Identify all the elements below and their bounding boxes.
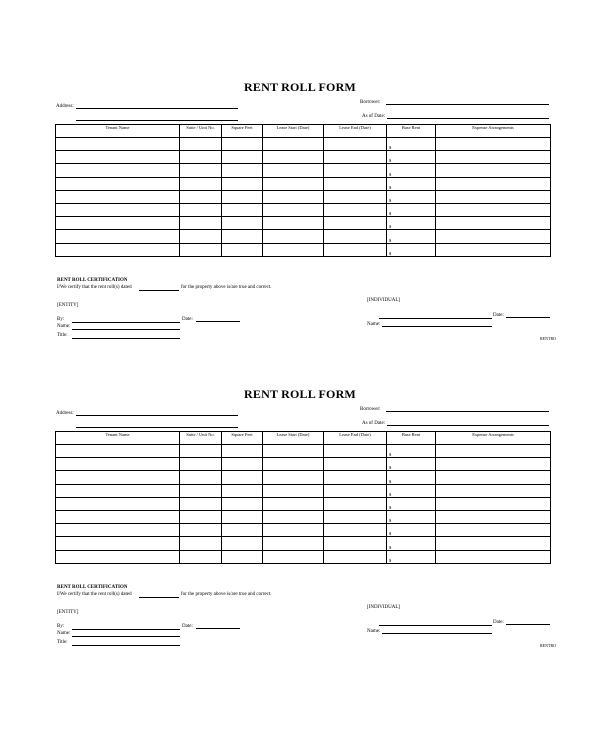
individual-date-label: Date:	[493, 313, 504, 318]
form-title: RENT ROLL FORM	[244, 80, 356, 94]
certification-statement-start: I/We certify that the rent roll(s) dated	[57, 285, 132, 290]
base-rent-cell[interactable]: $	[387, 471, 436, 484]
title-label: Title:	[57, 640, 68, 645]
table-row	[56, 230, 551, 243]
entity-date-label: Date:	[182, 624, 193, 629]
base-rent-cell[interactable]: $	[387, 230, 436, 243]
table-cell[interactable]	[436, 217, 551, 230]
column-header-base-rent: Base Rent	[387, 125, 436, 138]
address-field-line-1[interactable]	[76, 108, 238, 109]
individual-label: [INDIVIDUAL]	[367, 298, 401, 303]
table-row	[56, 484, 551, 497]
certification-statement-end: for the property above is/are true and correct.	[181, 592, 272, 597]
address-field-line-1[interactable]	[76, 415, 238, 416]
base-rent-cell[interactable]: $	[387, 550, 436, 563]
borrower-field-line[interactable]	[386, 411, 549, 412]
table-cell[interactable]	[263, 164, 324, 177]
footer-code: RENTRO	[540, 336, 556, 341]
table-cell[interactable]	[436, 510, 551, 523]
table-cell[interactable]	[180, 537, 222, 550]
column-header-suite-unit: Suite / Unit No.	[180, 432, 222, 445]
table-cell[interactable]	[263, 510, 324, 523]
table-cell[interactable]	[263, 217, 324, 230]
table-cell[interactable]	[263, 138, 324, 151]
table-cell[interactable]	[263, 445, 324, 458]
table-row	[56, 537, 551, 550]
rent-roll-date-field-line[interactable]	[139, 597, 179, 598]
entity-date-field-line[interactable]	[196, 628, 240, 629]
table-cell[interactable]	[263, 484, 324, 497]
rent-roll-date-field-line[interactable]	[139, 290, 179, 291]
certification-title: RENT ROLL CERTIFICATION	[57, 278, 128, 283]
table-cell[interactable]	[180, 190, 222, 203]
certification-title: RENT ROLL CERTIFICATION	[57, 585, 128, 590]
table-row	[56, 151, 551, 164]
table-cell[interactable]	[222, 151, 263, 164]
table-cell[interactable]	[436, 151, 551, 164]
table-header-row	[56, 432, 551, 445]
table-cell[interactable]	[263, 550, 324, 563]
individual-date-field-line[interactable]	[506, 624, 550, 625]
table-cell[interactable]	[56, 217, 180, 230]
base-rent-cell[interactable]: $	[387, 203, 436, 216]
entity-name-label: Name:	[57, 631, 71, 636]
column-header-expense-arrangements: Expense Arrangements	[436, 432, 551, 445]
table-row	[56, 217, 551, 230]
base-rent-cell[interactable]: $	[387, 524, 436, 537]
table-cell[interactable]	[263, 458, 324, 471]
table-cell[interactable]	[56, 524, 180, 537]
table-cell[interactable]	[436, 190, 551, 203]
title-label: Title:	[57, 333, 68, 338]
table-cell[interactable]	[436, 445, 551, 458]
table-cell[interactable]	[56, 151, 180, 164]
entity-label: [ENTITY]	[57, 303, 79, 308]
base-rent-cell[interactable]: $	[387, 497, 436, 510]
table-cell[interactable]	[263, 471, 324, 484]
table-cell[interactable]	[324, 484, 387, 497]
table-cell[interactable]	[324, 550, 387, 563]
table-cell[interactable]	[56, 497, 180, 510]
table-row	[56, 445, 551, 458]
table-cell[interactable]	[180, 151, 222, 164]
table-cell[interactable]	[56, 190, 180, 203]
base-rent-cell[interactable]: $	[387, 138, 436, 151]
column-header-lease-end: Lease End (Date)	[324, 432, 387, 445]
column-header-square-feet: Square Feet	[222, 432, 263, 445]
table-cell[interactable]	[436, 138, 551, 151]
borrower-label: Borrower:	[360, 407, 381, 412]
table-cell[interactable]	[324, 190, 387, 203]
table-cell[interactable]	[324, 510, 387, 523]
individual-signature-line[interactable]	[379, 625, 492, 626]
base-rent-cell[interactable]: $	[387, 458, 436, 471]
rent-roll-table	[55, 431, 551, 564]
table-cell[interactable]	[180, 217, 222, 230]
table-cell[interactable]	[222, 217, 263, 230]
table-row	[56, 203, 551, 216]
table-cell[interactable]	[180, 497, 222, 510]
table-cell[interactable]	[324, 497, 387, 510]
base-rent-cell[interactable]: $	[387, 537, 436, 550]
address-field-line-2[interactable]	[76, 120, 238, 121]
table-cell[interactable]	[222, 445, 263, 458]
table-row	[56, 497, 551, 510]
table-cell[interactable]	[56, 243, 180, 256]
table-cell[interactable]	[324, 151, 387, 164]
table-row	[56, 164, 551, 177]
table-row	[56, 510, 551, 523]
table-cell[interactable]	[180, 445, 222, 458]
table-row	[56, 524, 551, 537]
base-rent-cell[interactable]: $	[387, 243, 436, 256]
entity-date-label: Date:	[182, 317, 193, 322]
by-label: By:	[57, 624, 65, 629]
table-cell[interactable]	[180, 550, 222, 563]
table-cell[interactable]	[436, 550, 551, 563]
table-cell[interactable]	[180, 203, 222, 216]
table-cell[interactable]	[436, 243, 551, 256]
table-cell[interactable]	[324, 471, 387, 484]
column-header-square-feet: Square Feet	[222, 125, 263, 138]
table-cell[interactable]	[436, 484, 551, 497]
table-cell[interactable]	[56, 445, 180, 458]
column-header-tenant-name: Tenant Name	[56, 125, 180, 138]
table-cell[interactable]	[222, 230, 263, 243]
by-label: By:	[57, 317, 65, 322]
table-cell[interactable]	[436, 203, 551, 216]
column-header-lease-end: Lease End (Date)	[324, 125, 387, 138]
table-cell[interactable]	[180, 458, 222, 471]
table-cell[interactable]	[436, 177, 551, 190]
table-cell[interactable]	[222, 243, 263, 256]
table-cell[interactable]	[222, 497, 263, 510]
table-cell[interactable]	[56, 510, 180, 523]
table-cell[interactable]	[222, 190, 263, 203]
table-cell[interactable]	[56, 177, 180, 190]
entity-name-label: Name:	[57, 324, 71, 329]
table-cell[interactable]	[56, 471, 180, 484]
base-rent-cell[interactable]: $	[387, 217, 436, 230]
table-cell[interactable]	[324, 243, 387, 256]
column-header-tenant-name: Tenant Name	[56, 432, 180, 445]
base-rent-cell[interactable]: $	[387, 445, 436, 458]
base-rent-cell[interactable]: $	[387, 510, 436, 523]
table-cell[interactable]	[180, 510, 222, 523]
table-cell[interactable]	[263, 151, 324, 164]
table-cell[interactable]	[324, 537, 387, 550]
column-header-base-rent: Base Rent	[387, 432, 436, 445]
table-cell[interactable]	[324, 458, 387, 471]
borrower-field-line[interactable]	[386, 104, 549, 105]
as-of-date-label: As of Date:	[362, 114, 386, 119]
table-cell[interactable]	[222, 510, 263, 523]
table-cell[interactable]	[324, 138, 387, 151]
table-cell[interactable]	[324, 164, 387, 177]
table-cell[interactable]	[56, 458, 180, 471]
table-cell[interactable]	[180, 243, 222, 256]
table-cell[interactable]	[222, 203, 263, 216]
table-cell[interactable]	[222, 177, 263, 190]
table-row	[56, 243, 551, 256]
borrower-label: Borrower:	[360, 100, 381, 105]
table-cell[interactable]	[263, 230, 324, 243]
address-label: Address:	[56, 104, 74, 109]
column-header-expense-arrangements: Expense Arrangements	[436, 125, 551, 138]
column-header-lease-start: Lease Start (Date)	[263, 432, 324, 445]
rent-roll-table	[55, 124, 551, 257]
as-of-date-field-line[interactable]	[387, 118, 549, 119]
table-cell[interactable]	[56, 138, 180, 151]
base-rent-cell[interactable]: $	[387, 164, 436, 177]
table-cell[interactable]	[436, 230, 551, 243]
table-cell[interactable]	[222, 537, 263, 550]
table-row	[56, 471, 551, 484]
table-cell[interactable]	[180, 138, 222, 151]
base-rent-cell[interactable]: $	[387, 484, 436, 497]
table-cell[interactable]	[263, 497, 324, 510]
entity-name-field-line[interactable]	[72, 636, 180, 637]
table-row	[56, 550, 551, 563]
table-cell[interactable]	[180, 471, 222, 484]
table-cell[interactable]	[324, 230, 387, 243]
table-cell[interactable]	[324, 177, 387, 190]
table-header-row	[56, 125, 551, 138]
table-cell[interactable]	[56, 164, 180, 177]
table-cell[interactable]	[324, 217, 387, 230]
entity-label: [ENTITY]	[57, 610, 79, 615]
table-cell[interactable]	[324, 524, 387, 537]
title-field-line[interactable]	[72, 645, 180, 646]
table-cell[interactable]	[222, 484, 263, 497]
table-cell[interactable]	[222, 550, 263, 563]
certification-statement-start: I/We certify that the rent roll(s) dated	[57, 592, 132, 597]
individual-label: [INDIVIDUAL]	[367, 605, 401, 610]
by-signature-line[interactable]	[72, 629, 180, 630]
as-of-date-field-line[interactable]	[387, 425, 549, 426]
table-cell[interactable]	[263, 177, 324, 190]
individual-name-label: Name:	[367, 629, 381, 634]
base-rent-cell[interactable]: $	[387, 151, 436, 164]
individual-date-label: Date:	[493, 620, 504, 625]
table-row	[56, 177, 551, 190]
footer-code: RENTRO	[540, 643, 556, 648]
table-row	[56, 138, 551, 151]
table-cell[interactable]	[180, 177, 222, 190]
table-cell[interactable]	[436, 524, 551, 537]
table-cell[interactable]	[180, 164, 222, 177]
table-cell[interactable]	[180, 230, 222, 243]
table-row	[56, 458, 551, 471]
table-cell[interactable]	[263, 243, 324, 256]
address-label: Address:	[56, 411, 74, 416]
table-cell[interactable]	[222, 164, 263, 177]
rent-roll-form	[0, 307, 600, 672]
table-cell[interactable]	[222, 524, 263, 537]
table-cell[interactable]	[324, 203, 387, 216]
table-cell[interactable]	[436, 458, 551, 471]
table-cell[interactable]	[263, 537, 324, 550]
table-cell[interactable]	[56, 484, 180, 497]
column-header-suite-unit: Suite / Unit No.	[180, 125, 222, 138]
table-cell[interactable]	[436, 471, 551, 484]
form-title: RENT ROLL FORM	[244, 387, 356, 401]
base-rent-cell[interactable]: $	[387, 190, 436, 203]
table-cell[interactable]	[56, 230, 180, 243]
column-header-lease-start: Lease Start (Date)	[263, 125, 324, 138]
table-cell[interactable]	[263, 190, 324, 203]
address-field-line-2[interactable]	[76, 427, 238, 428]
table-cell[interactable]	[222, 471, 263, 484]
table-cell[interactable]	[56, 550, 180, 563]
base-rent-cell[interactable]: $	[387, 177, 436, 190]
table-row	[56, 190, 551, 203]
table-cell[interactable]	[263, 524, 324, 537]
table-cell[interactable]	[436, 497, 551, 510]
table-cell[interactable]	[263, 203, 324, 216]
table-cell[interactable]	[180, 524, 222, 537]
table-cell[interactable]	[436, 164, 551, 177]
individual-name-field-line[interactable]	[382, 633, 492, 634]
table-cell[interactable]	[222, 138, 263, 151]
table-cell[interactable]	[222, 458, 263, 471]
as-of-date-label: As of Date:	[362, 421, 386, 426]
table-cell[interactable]	[180, 484, 222, 497]
table-cell[interactable]	[56, 203, 180, 216]
certification-statement-end: for the property above is/are true and correct.	[181, 285, 272, 290]
table-cell[interactable]	[324, 445, 387, 458]
table-cell[interactable]	[436, 537, 551, 550]
individual-name-label: Name:	[367, 322, 381, 327]
table-cell[interactable]	[56, 537, 180, 550]
